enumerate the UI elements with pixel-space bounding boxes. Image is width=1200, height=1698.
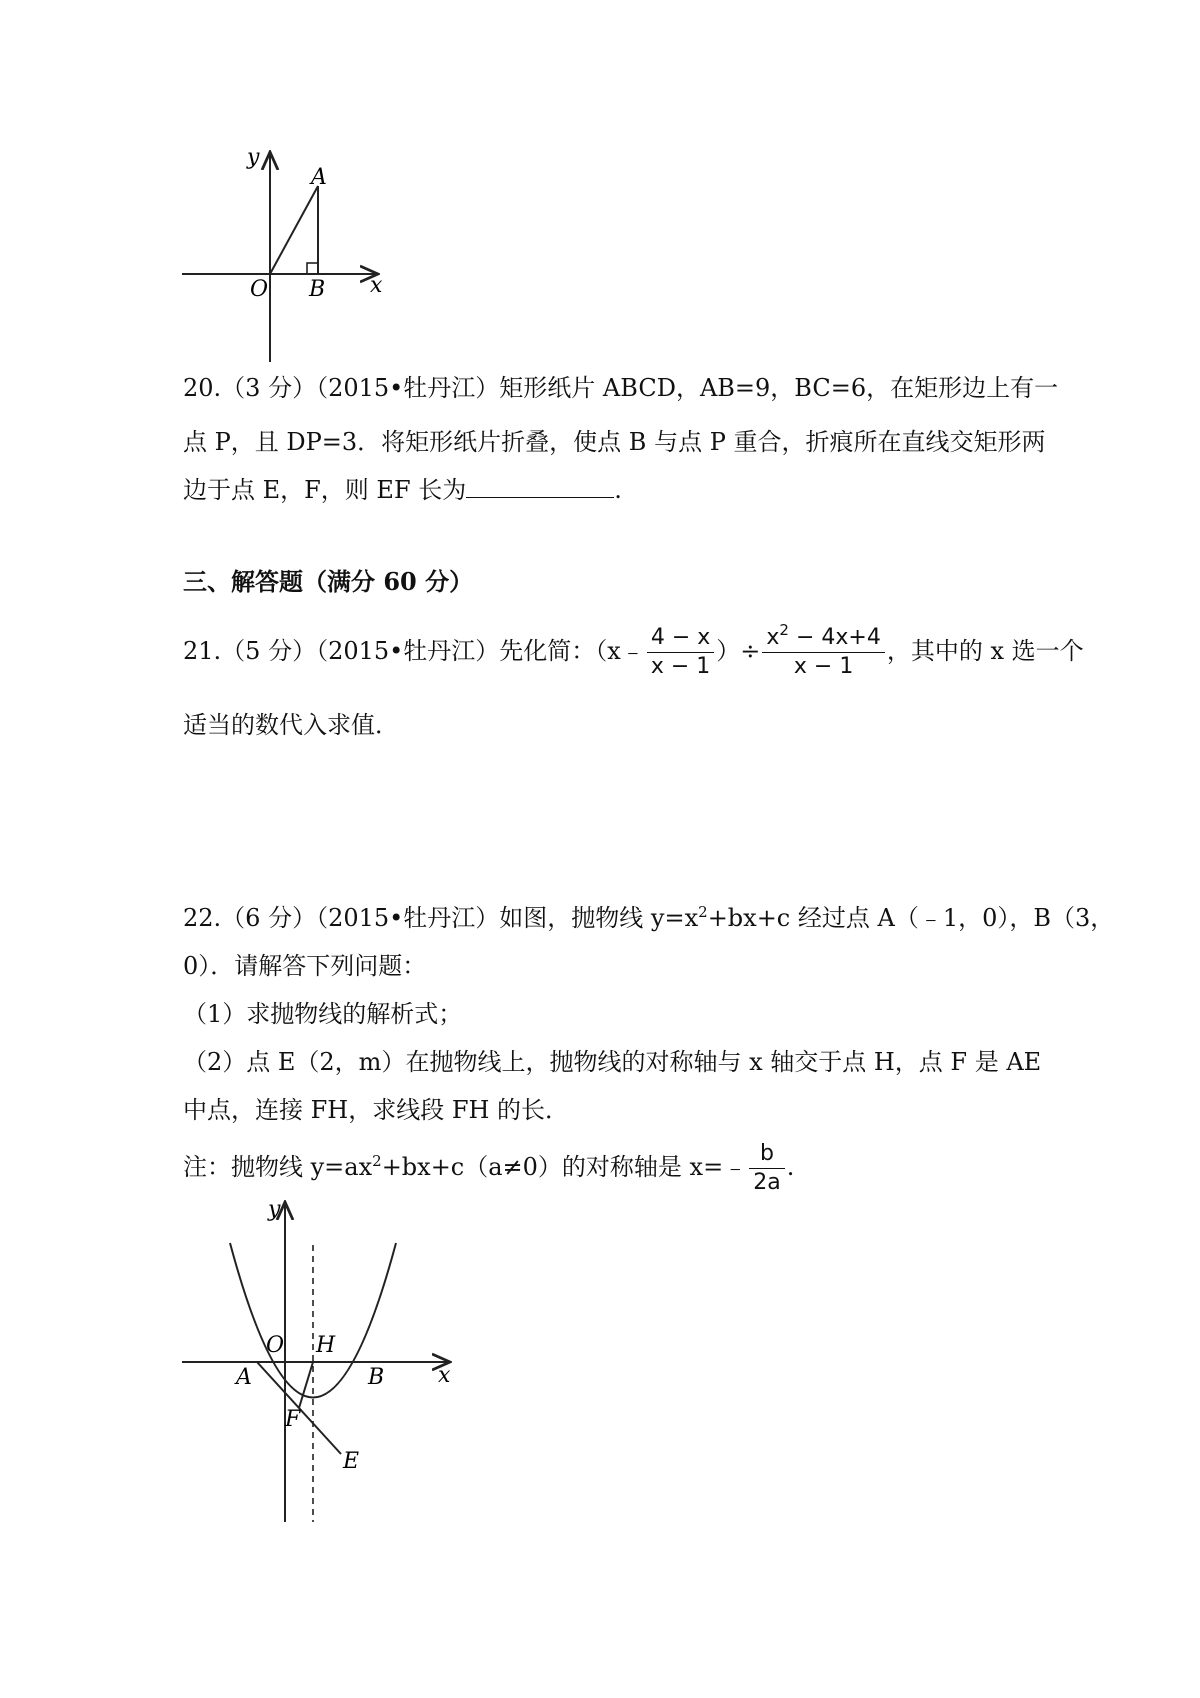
- q21-fraction-1-numerator: 4 − x: [647, 624, 714, 653]
- q21-fraction-1: [647, 624, 714, 681]
- q20-line-3-text: 边于点 E，F，则 EF 长为: [183, 476, 467, 504]
- q21-text-post: ，其中的 x 选一个: [886, 637, 1084, 665]
- q22-note-fraction-numerator: b: [749, 1140, 784, 1169]
- q22-exponent: 2: [698, 903, 708, 921]
- q22-note-exponent: 2: [372, 1152, 382, 1170]
- q21-fraction-2-denominator: x − 1: [793, 654, 854, 679]
- segment-fh: [299, 1362, 313, 1408]
- label-y: y: [268, 1197, 281, 1222]
- label-h: H: [316, 1333, 336, 1358]
- q21-fraction-1-denominator: x − 1: [650, 654, 711, 679]
- q22-note-fraction-denominator: 2a: [753, 1170, 781, 1195]
- label-f: F: [285, 1407, 301, 1432]
- q22-part-2-line-1: （2）点 E（2，m）在抛物线上，抛物线的对称轴与 x 轴交于点 H，点 F 是 AE: [183, 1048, 1042, 1076]
- q21-num-base: x: [766, 625, 780, 650]
- q22-part-1: （1）求抛物线的解析式；: [183, 1000, 463, 1028]
- q20-line-2: 点 P，且 DP=3．将矩形纸片折叠，使点 B 与点 P 重合，折痕所在直线交矩形两: [183, 428, 1046, 456]
- q21-num-rest: − 4x+4: [788, 625, 881, 650]
- right-angle-mark: [307, 263, 318, 274]
- q22-line-1-pre: 22.（6 分）（2015•牡丹江）如图，抛物线 y=x: [183, 904, 699, 932]
- label-x: x: [438, 1363, 451, 1388]
- q20-period: .: [614, 476, 622, 504]
- q21-num-exponent: 2: [779, 621, 789, 639]
- q22-note-pre: 注：抛物线 y=ax: [183, 1153, 373, 1181]
- q22-part-2-line-2: 中点，连接 FH，求线段 FH 的长．: [183, 1096, 570, 1124]
- q21-text-mid: ）÷: [716, 637, 761, 665]
- q22-line-2: 0）．请解答下列问题：: [183, 952, 427, 980]
- q21-text-pre: 21.（5 分）（2015•牡丹江）先化简：（x﹣: [183, 637, 645, 665]
- q21-fraction-2-numerator: [762, 621, 884, 653]
- q22-line-1: [183, 903, 1114, 933]
- q22-note-mid: +bx+c（a≠0）的对称轴是 x=﹣: [381, 1153, 748, 1181]
- q20-line-1: 20.（3 分）（2015•牡丹江）矩形纸片 ABCD，AB=9，BC=6，在矩形边上有一: [183, 374, 1059, 402]
- label-e: E: [343, 1449, 360, 1474]
- label-y: y: [247, 145, 260, 170]
- answer-blank[interactable]: [466, 475, 614, 498]
- label-b: B: [309, 277, 326, 302]
- label-a: A: [236, 1365, 252, 1390]
- q22-note: [183, 1140, 794, 1197]
- section-3-heading: 三、解答题（满分 60 分）: [183, 567, 474, 596]
- q22-note-fraction: [749, 1140, 784, 1197]
- label-x: x: [370, 273, 383, 298]
- figure-2-parabola-diagram: [175, 1190, 465, 1530]
- q22-note-post: .: [786, 1153, 795, 1181]
- q21-fraction-2: [762, 621, 884, 681]
- figure-1-triangle-diagram: [175, 140, 390, 365]
- q22-line-1-post: +bx+c 经过点 A（﹣1，0），B（3，: [707, 904, 1115, 932]
- label-o: O: [250, 277, 269, 302]
- q21-line-2: 适当的数代入求值．: [183, 711, 399, 739]
- q20-line-3: [183, 475, 622, 505]
- q21-line-1: [183, 621, 1084, 681]
- label-b: B: [368, 1365, 385, 1390]
- label-o: O: [266, 1333, 285, 1358]
- segment-oa: [270, 186, 318, 274]
- label-a: A: [311, 165, 327, 190]
